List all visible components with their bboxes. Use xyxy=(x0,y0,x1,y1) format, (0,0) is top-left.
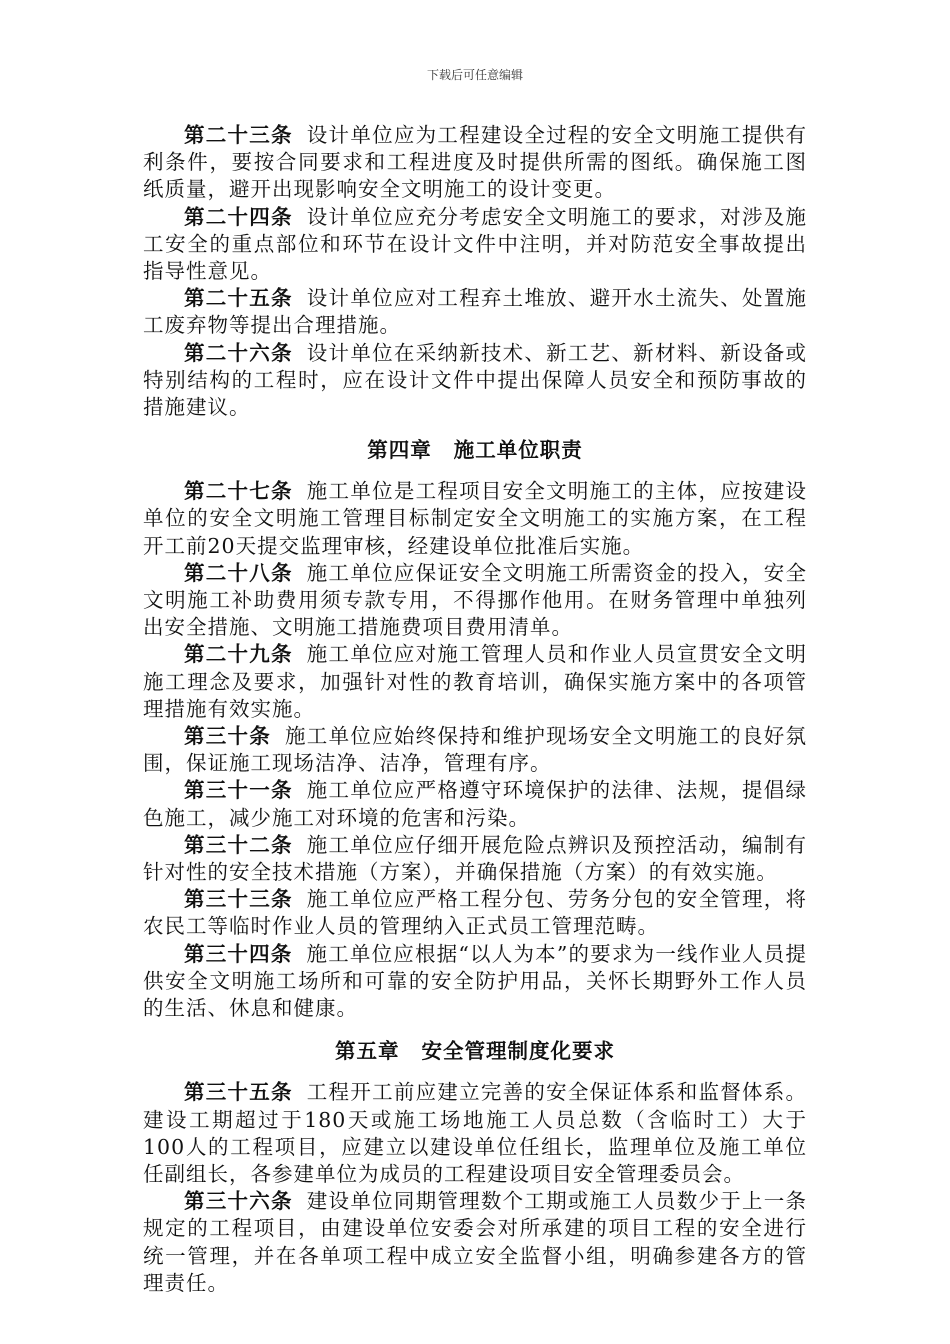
article-paragraph xyxy=(143,832,807,886)
article-paragraph xyxy=(143,641,807,723)
article-number: 第二十七条 xyxy=(184,479,293,504)
article-text: 设计单位在采纳新技术、新工艺、新材料、新设备或特别结构的工程时，应在设计文件中提出保障人员安全和预防事故的措施建议。 xyxy=(143,340,807,420)
article-number: 第三十条 xyxy=(184,724,272,749)
article-paragraph xyxy=(143,777,807,831)
chapter-title: 施工单位职责 xyxy=(453,438,583,463)
article-text: 施工单位应严格工程分包、劳务分包的安全管理，将农民工等临时作业人员的管理纳入正式员工管理范畴。 xyxy=(143,887,807,939)
article-number: 第三十五条 xyxy=(184,1080,293,1105)
chapter-title: 安全管理制度化要求 xyxy=(421,1039,615,1064)
article-paragraph xyxy=(143,560,807,642)
article-number: 第二十九条 xyxy=(184,642,293,667)
article-paragraph xyxy=(143,122,807,204)
article-number: 第二十四条 xyxy=(184,204,293,229)
article-paragraph xyxy=(143,1188,807,1297)
article-number: 第三十一条 xyxy=(184,778,293,803)
article-number: 第三十二条 xyxy=(184,832,293,857)
article-text: 施工单位应严格遵守环境保护的法律、法规，提倡绿色施工，减少施工对环境的危害和污染。 xyxy=(143,778,807,830)
article-text: 施工单位应始终保持和维护现场安全文明施工的良好氛围，保证施工现场洁净、洁净，管理有序。 xyxy=(143,724,808,776)
chapter-number: 第五章 xyxy=(335,1039,400,1064)
chapter-number: 第四章 xyxy=(367,438,432,463)
article-text: 施工单位应根据“以人为本”的要求为一线作业人员提供安全文明施工场所和可靠的安全防护用品，关怀长期野外工作人员的生活、休息和健康。 xyxy=(143,941,808,1021)
article-text: 施工单位是工程项目安全文明施工的主体，应按建设单位的安全文明施工管理目标制定安全文明施工的实施方案，在工程开工前20天提交监理审核，经建设单位批准后实施。 xyxy=(143,479,807,558)
article-text: 设计单位应为工程建设全过程的安全文明施工提供有利条件，要按合同要求和工程进度及时提供所需的图纸。确保施工图纸质量，避开出现影响安全文明施工的设计变更。 xyxy=(143,123,807,202)
article-paragraph xyxy=(143,1079,807,1188)
article-paragraph xyxy=(143,478,807,560)
article-number: 第二十八条 xyxy=(184,560,293,585)
article-text: 施工单位应仔细开展危险点辨识及预控活动，编制有针对性的安全技术措施（方案），并确保措施（方案）的有效实施。 xyxy=(143,832,807,885)
article-paragraph xyxy=(143,340,807,422)
article-number: 第二十三条 xyxy=(184,123,293,147)
article-number: 第三十四条 xyxy=(184,941,293,966)
article-text: 设计单位应对工程弃土堆放、避开水土流失、处置施工废弃物等提出合理措施。 xyxy=(143,286,807,338)
article-number: 第三十六条 xyxy=(184,1189,293,1214)
article-number: 第二十六条 xyxy=(184,340,293,365)
page-header: 下载后可任意编辑 xyxy=(426,68,523,82)
article-paragraph xyxy=(143,723,807,777)
chapter-heading xyxy=(143,1036,807,1066)
article-text: 设计单位应充分考虑安全文明施工的要求，对涉及施工安全的重点部位和环节在设计文件中注明，并对防范安全事故提出指导性意见。 xyxy=(143,204,807,284)
article-paragraph xyxy=(143,204,807,286)
article-number: 第二十五条 xyxy=(184,286,293,311)
article-text: 建设单位同期管理数个工期或施工人员数少于上一条规定的工程项目，由建设单位安委会对所承建的项目工程的安全进行统一管理，并在各单项工程中成立安全监督小组，明确参建各方的管理责任。 xyxy=(143,1189,807,1295)
article-number: 第三十三条 xyxy=(184,887,293,912)
document-body xyxy=(143,122,807,1297)
article-text: 施工单位应对施工管理人员和作业人员宣贯安全文明施工理念及要求，加强针对性的教育培训，确保实施方案中的各项管理措施有效实施。 xyxy=(143,642,807,721)
article-text: 施工单位应保证安全文明施工所需资金的投入，安全文明施工补助费用须专款专用，不得挪作他用。在财务管理中单独列出安全措施、文明施工措施费项目费用清单。 xyxy=(143,560,807,640)
chapter-heading xyxy=(143,435,807,465)
article-paragraph xyxy=(143,886,807,940)
article-paragraph xyxy=(143,941,807,1023)
article-paragraph xyxy=(143,285,807,339)
article-text: 工程开工前应建立完善的安全保证体系和监督体系。建设工期超过于180天或施工场地施工人员总数（含临时工）大于100人的工程项目，应建立以建设单位任组长，监理单位及施工单位任副组长，各参建单位为成员的工程建设项目安全管理委员会。 xyxy=(143,1080,807,1186)
